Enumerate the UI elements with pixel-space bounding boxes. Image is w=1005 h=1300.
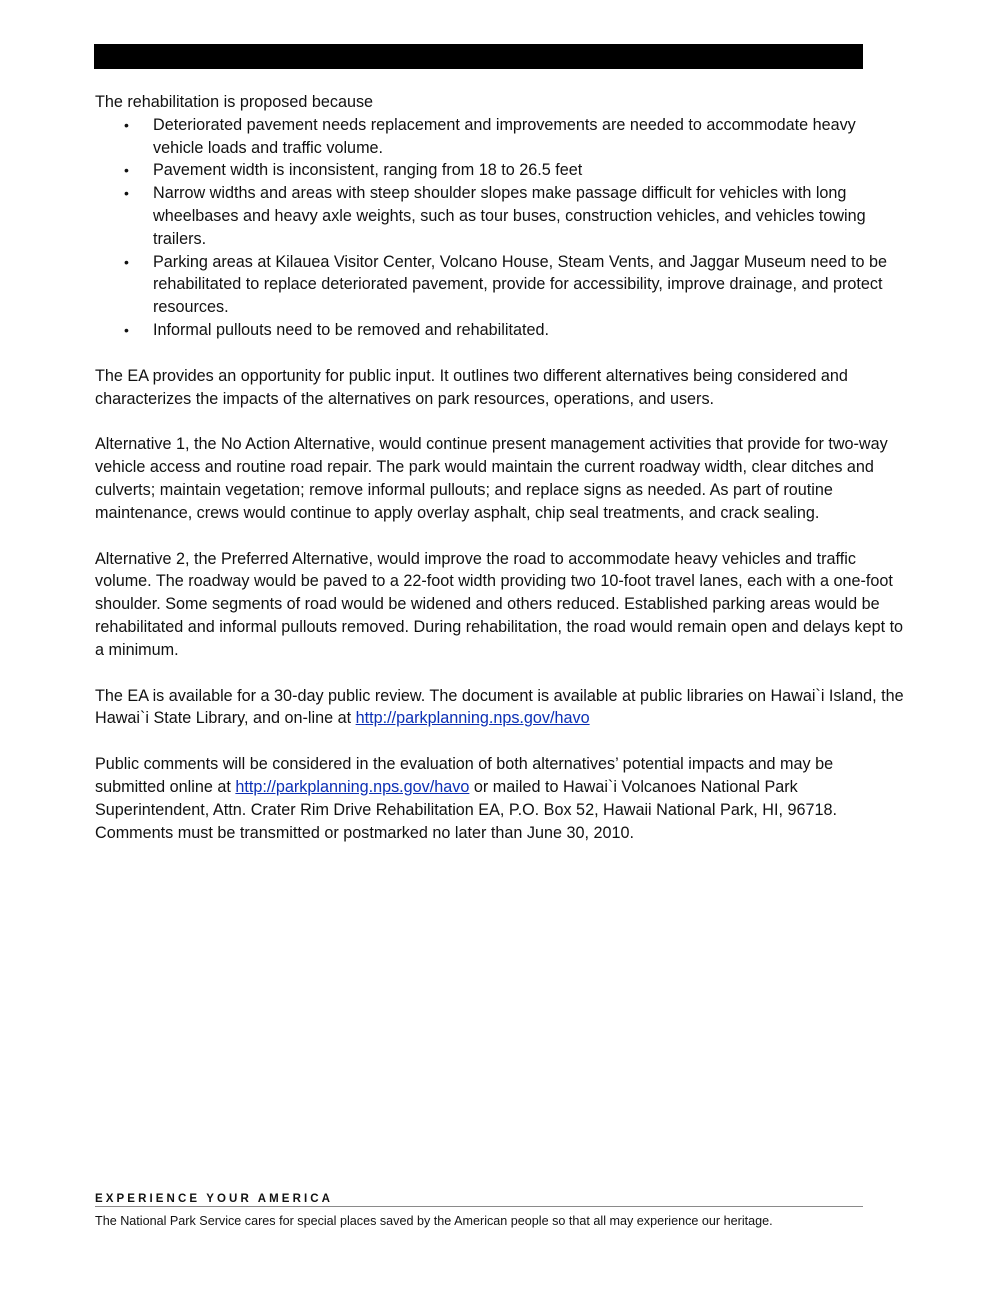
header-bar	[94, 44, 863, 69]
alternative-2-paragraph: Alternative 2, the Preferred Alternative, would improve the road to accommodate heavy vehicles and traffic volume. The roadway would be paved to a 22-foot width providing two 10-foot travel lanes, each with a one-foot shoulder. Some segments of road would be widened and others reduced. Established parking areas would be rehabilitated and informal pullouts removed. During rehabilitation, the road would remain open and delays kept to a minimum.	[95, 549, 904, 659]
intro-text: The rehabilitation is proposed because	[95, 93, 374, 111]
alternative-1-paragraph: Alternative 1, the No Action Alternative, would continue present management activities that provide for two-way vehicle access and routine road repair. The park would maintain the current roadway width, clear ditches and culverts; maintain vegetation; remove informal pullouts; and replace signs as needed. As part of routine maintenance, crews would continue to apply overlay asphalt, chip seal treatments, and crack sealing.	[95, 435, 888, 522]
list-item: • Pavement width is inconsistent, ranging from 18 to 26.5 feet	[95, 159, 907, 182]
document-body	[95, 91, 907, 844]
bullet-icon: •	[124, 116, 129, 133]
bullet-icon: •	[124, 321, 129, 338]
footer-divider	[95, 1206, 863, 1207]
reasons-list	[95, 114, 907, 342]
bullet-icon: •	[124, 162, 129, 179]
list-item: • Narrow widths and areas with steep shoulder slopes make passage difficult for vehicles with long wheelbases and heavy axle weights, such as tour buses, construction vehicles, and vehicles towing trailers.	[124, 184, 866, 248]
park-planning-link[interactable]: http://parkplanning.nps.gov/havo	[235, 777, 470, 796]
list-item: • Informal pullouts need to be removed and rehabilitated.	[95, 319, 907, 342]
list-item: • Deteriorated pavement needs replacement and improvements are needed to accommodate heavy vehicle loads and traffic volume.	[124, 115, 856, 157]
footer-tagline: EXPERIENCE YOUR AMERICA	[95, 1193, 334, 1205]
footer	[95, 1192, 863, 1229]
ea-paragraph: The EA provides an opportunity for public input. It outlines two different alternatives being considered and characterizes the impacts of the alternatives on park resources, operations, and users.	[95, 366, 848, 408]
bullet-icon: •	[124, 185, 129, 202]
bullet-icon: •	[124, 253, 129, 270]
list-item: • Parking areas at Kilauea Visitor Center, Volcano House, Steam Vents, and Jaggar Museum need to be rehabilitated to replace deteriorated pavement, provide for accessibility, improve drainage, and protect resources.	[124, 252, 887, 317]
park-planning-link[interactable]: http://parkplanning.nps.gov/havo	[355, 709, 590, 728]
review-paragraph: The EA is available for a 30-day public review. The document is available at public libraries on Hawai`i Island, the Hawai`i State Library, and on-line at http://parkplanning.nps.gov/havo	[95, 686, 904, 728]
footer-text: The National Park Service cares for special places saved by the American people so that all may experience our heritage.	[95, 1214, 773, 1228]
comments-paragraph: Public comments will be considered in the evaluation of both alternatives’ potential impacts and may be submitted online at http://parkplanning.nps.gov/havo or mailed to Hawai`i Volcanoes National Park Superintendent, Attn. Crater Rim Drive Rehabilitation EA, P.O. Box 52, Hawaii National Park, HI, 96718. Comments must be transmitted or postmarked no later than June 30, 2010.	[95, 755, 837, 842]
